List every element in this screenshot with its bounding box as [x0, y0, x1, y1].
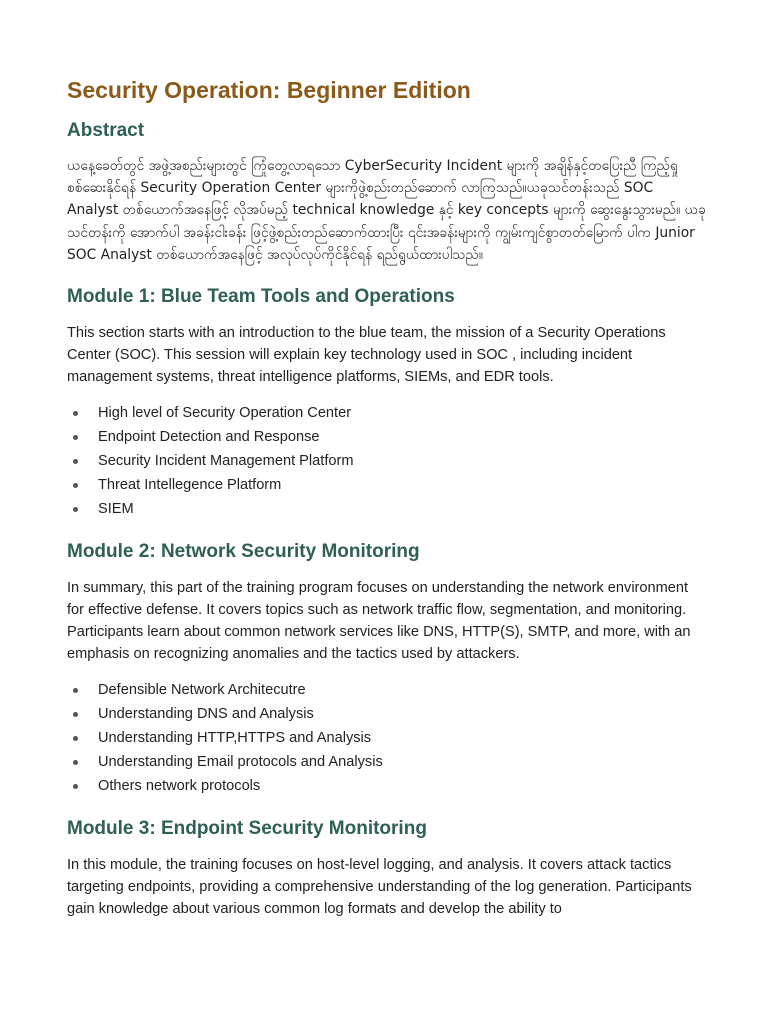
module-2-heading: Module 2: Network Security Monitoring — [67, 541, 420, 563]
module-2-topic-list — [67, 678, 706, 798]
list-item: Others network protocols — [98, 774, 706, 798]
module-2-paragraph: In summary, this part of the training program focuses on understanding the network environment for effective defense. It covers topics such as network traffic flow, segmentation, and monitoring. Participants learn about common network services like DNS, HTTP(S), SMTP, and more, with an emphasis on recognizing anomalies and the tactics used by attackers. — [67, 580, 691, 663]
list-item: Security Incident Management Platform — [98, 449, 706, 473]
list-item: Understanding HTTP,HTTPS and Analysis — [98, 726, 706, 750]
abstract-paragraph: ယနေ့ခေတ်တွင် အဖွဲ့အစည်းများတွင် ကြုံတွေ့လာရသော CyberSecurity Incident များကို အချိန်နှင့်တပြေးညီ ကြည့်ရှုစစ်ဆေးနိုင်ရန် Security Operation Center များကိုဖွဲ့စည်းတည်ဆောက် လာကြသည်။ယခုသင်တန်းသည် SOC Analyst တစ်ယောက်အနေဖြင့် လိုအပ်မည့် technical knowledge နှင့် key concepts များကို ဆွေးနွေးသွားမည်။ ယခုသင်တန်းကို အောက်ပါ အခန်းငါးခန်း ဖြင့်ဖွဲ့စည်းတည်ဆောက်ထားပြီး ၎င်းအခန်းများကို ကျွမ်းကျင်စွာတတ်မြောက် ပါက Junior SOC Analyst တစ်ယောက်အနေဖြင့် အလုပ်လုပ်ကိုင်နိုင်ရန် ရည်ရွယ်ထားပါသည်။ — [67, 158, 706, 263]
spacer — [67, 521, 706, 540]
module-3-heading: Module 3: Endpoint Security Monitoring — [67, 818, 427, 840]
module-2-section — [67, 540, 706, 798]
list-item: Threat Intellegence Platform — [98, 473, 706, 497]
list-item: Defensible Network Architecutre — [98, 678, 706, 702]
document-title: Security Operation: Beginner Edition — [67, 77, 471, 103]
module-1-topic-list — [67, 401, 706, 521]
list-item: Endpoint Detection and Response — [98, 425, 706, 449]
module-3-paragraph: In this module, the training focuses on host-level logging, and analysis. It covers attack tactics targeting endpoints, providing a comprehensive understanding of the log generation. Participants gain knowledge about various common log formats and develop the ability to — [67, 857, 692, 918]
abstract-heading: Abstract — [67, 120, 145, 141]
spacer — [67, 266, 706, 285]
list-item: SIEM — [98, 497, 706, 521]
module-1-paragraph: This section starts with an introduction to the blue team, the mission of a Security Operations Center (SOC). This session will explain key technology used in SOC , including incident management systems, threat intelligence platforms, SIEMs, and EDR tools. — [67, 325, 666, 386]
module-1-heading: Module 1: Blue Team Tools and Operations — [67, 286, 455, 308]
list-item: High level of Security Operation Center — [98, 401, 706, 425]
module-3-section — [67, 817, 706, 920]
list-item: Understanding Email protocols and Analysis — [98, 750, 706, 774]
list-item: Understanding DNS and Analysis — [98, 702, 706, 726]
module-1-section — [67, 285, 706, 521]
spacer — [67, 798, 706, 817]
